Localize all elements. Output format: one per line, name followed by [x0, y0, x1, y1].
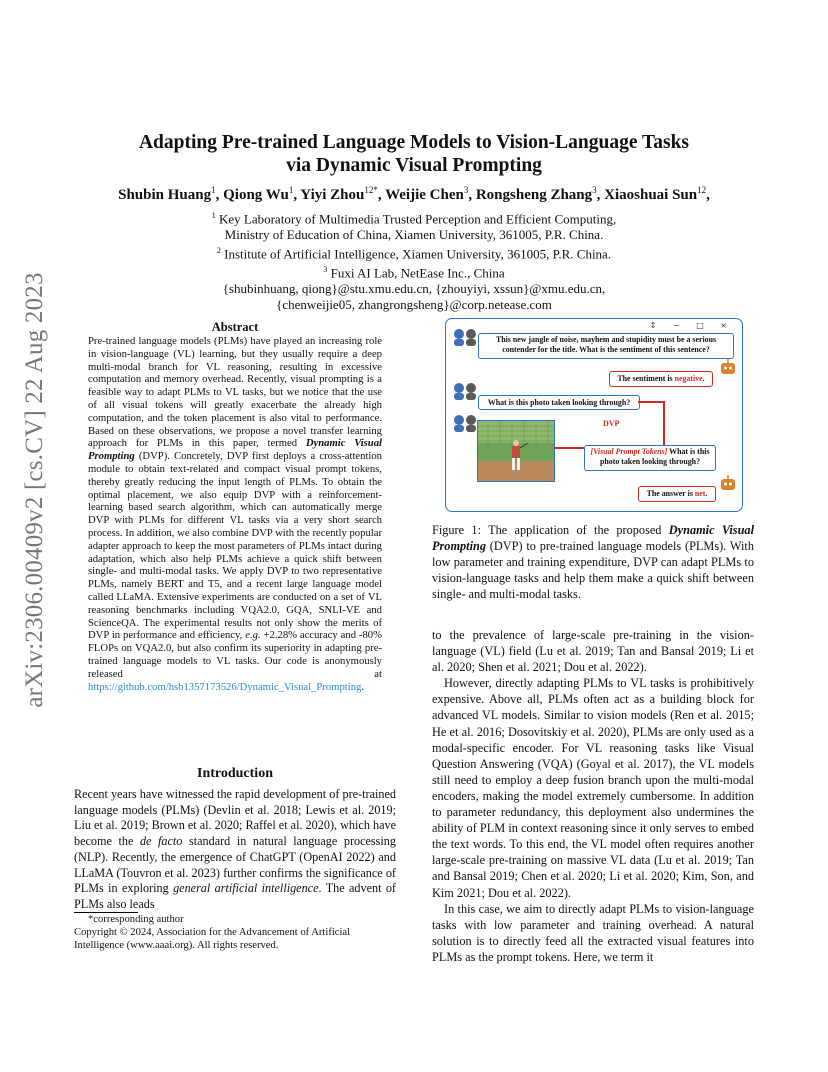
abstract-text: +2.28% accuracy and -80% FLOPs on VQA2.0, but also confirm its superiority in adapting pre-trained language models to VL tasks. Our code is anonymously released at — [88, 630, 382, 680]
emails-line-2: {chenweijie05, zhangrongsheng}@corp.netease.com — [276, 296, 552, 312]
arxiv-sidebar — [14, 272, 56, 708]
abstract-text: (DVP). Concretely, DVP first deploys a cross-attention module to obtain text-related and compact visual prompt tokens, thereby greatly reducing the input length of PLMs. To obtain the optimal placement, we also equip DVP with a reinforcement-learning based search algorithm, which can automatically merge DVP with PLMs for different VL tasks via a very short search process. In addition, we also combine DVP with the recently popular adapter approach to keep the most parameters of PLMs intact during adaptation, which also help PLMs achieve a quick shift between single- and multi-modal tasks. We apply DVP to two representative PLMs, namely BERT and T5, and a recent large language model called LLaMA. Extensive experiments are conducted on a set of VL reasoning benchmarks including VQA2.0, GQA, SNLI-VE and ScienceQA. The experimental results not only show the merits of DVP in performance and efficiency, — [88, 451, 382, 642]
figure-1 — [445, 318, 743, 512]
footnote — [74, 913, 396, 952]
author-name: Xiaoshuai Sun — [604, 187, 698, 203]
affiliation-1: Key Laboratory of Multimedia Trusted Perception and Efficient Computing, — [218, 211, 617, 227]
code-link[interactable]: https://github.com/hsb1357173526/Dynamic_Visual_Prompting — [88, 681, 362, 693]
author-affil-mark: 3 — [463, 185, 469, 195]
answer-bubble-net — [638, 486, 716, 502]
visual-prompt-tokens: [Visual Prompt Tokens] — [590, 447, 668, 456]
user-avatar-icon — [452, 327, 478, 347]
author-affil-mark: 1 — [288, 185, 294, 195]
intro-text: standard in natural language processing (NLP). Recently, the emergence of ChatGPT (OpenAI 2022) and LLaMA (Touvron et al. 2023) further confirms the significance of PLMs in exploring — [74, 834, 396, 896]
abstract-text: . — [361, 681, 365, 693]
prompt-bubble — [584, 445, 716, 471]
intro-body — [74, 787, 396, 913]
answer-bubble-sentiment — [609, 371, 713, 387]
caption-text: Figure 1: The application of the proposed — [432, 523, 669, 537]
intro-text: . The advent of PLMs also leads — [74, 881, 396, 911]
answer-text: The answer is — [646, 489, 695, 498]
answer-text: . — [705, 489, 708, 498]
abstract-heading: Abstract — [211, 320, 259, 334]
author-affil-mark: 12 — [697, 185, 707, 195]
author-affil-mark: 12* — [364, 185, 378, 195]
connector-line — [638, 401, 664, 403]
affil-mark: 2 — [216, 245, 221, 255]
window-controls: ⇕ − □ × — [649, 321, 734, 330]
emails-line-1: {shubinhuang, qiong}@stu.xmu.edu.cn, {zhouyiyi, xssun}@xmu.edu.cn, — [222, 281, 606, 297]
eg-text: e.g. — [245, 630, 261, 642]
paragraph: In this case, we aim to directly adapt PLMs to vision-language tasks with low parameter and training overhead. A natural solution is to directly feed all the extracted visual features into PLMs as the prompt tokens. Here, we term it — [432, 901, 754, 964]
paragraph: to the prevalence of large-scale pre-training in the vision-language (VL) field (Lu et al. 2019; Tan and Bansal 2019; Li et al. 2020; Shen et al. 2021; Dou et al. 2022). — [432, 628, 754, 675]
arxiv-identifier: arXiv:2306.00409v2 [cs.CV] 22 Aug 2023 — [21, 272, 48, 708]
affiliation-3: Fuxi AI Lab, NetEase Inc., China — [330, 265, 505, 281]
connector-line — [554, 447, 584, 449]
author-name: Qiong Wu — [223, 187, 289, 203]
affil-mark: 1 — [211, 211, 216, 220]
intro-italic: general artificial intelligence — [173, 881, 319, 896]
answer-value: negative — [674, 374, 703, 383]
intro-text: Recent years have witnessed the rapid development of pre-trained language models (PLMs) (Devlin et al. 2018; Lewis et al. 2019; Liu et al. 2019; Brown et al. 2020; Raffel et al. 2020), which have become the — [74, 787, 396, 849]
robot-icon — [719, 359, 737, 377]
robot-icon — [719, 475, 737, 493]
paper-title — [100, 131, 728, 177]
answer-value: net — [694, 489, 706, 498]
author-name: Shubin Huang — [118, 187, 212, 203]
author-name: Weijie Chen — [385, 187, 464, 203]
title-line-1: Adapting Pre-trained Language Models to Vision-Language Tasks — [138, 132, 690, 153]
question-bubble-photo: What is this photo taken looking through? — [478, 395, 640, 410]
prompt-question: What is this photo taken looking through? — [599, 447, 710, 466]
affil-mark: 3 — [323, 265, 328, 275]
dvp-label: DVP — [603, 419, 620, 428]
author-list: Shubin Huang$^1$, Qiong Wu$^1$, Yiyi Zhou$^{12*}$, Weijie Chen$^3$, Rongsheng Zhang$^3$, Xiaoshuai Sun$^{12}$, — [118, 185, 710, 203]
right-column-text — [432, 627, 754, 965]
answer-text: . — [702, 374, 705, 383]
caption-text: (DVP) to pre-trained language models (PLMs). With low parameter and training expenditure, DVP can adapt PLMs to vision-language tasks and help them make a quick shift between single- and multi-modal tasks. — [432, 539, 754, 601]
tennis-photo — [477, 420, 555, 482]
author-name: Rongsheng Zhang — [475, 187, 593, 203]
paragraph: However, directly adapting PLMs to VL tasks is prohibitively expensive. Above all, PLMs often act as a building block for advanced VL models. Similar to vision models (Ren et al. 2015; He et al. 2016; Dosovitskiy et al. 2020), PLMs are only used as a modal-specific encoder. For VL reasoning tasks like Visual Question Answering (VQA) (Goyal et al. 2017), the VL models still need to employ a deep fusion branch upon the multi-modal encoders, making the model extremely cumbersome. In addition to parameter redundancy, this deployment also undermines the ability of PLM in context reasoning since it only serves to embed the text words. To this end, the VL model often requires another large-scale pre-training on massive VL data (Lu et al. 2019; Tan and Bansal 2019; Chen et al. 2020; Li et al. 2020; Kim, Son, and Kim 2021; Dou et al. 2022). — [432, 676, 754, 900]
author-name: Yiyi Zhou — [300, 187, 365, 203]
abstract-text: Pre-trained language models (PLMs) have played an increasing role in vision-language (VL) learning, but they usually require a deep multi-modal branch for VL reasoning, resulting in excessive computation and memory overhead. Recently, visual prompting is a feasible way to adapt PLMs to VL tasks, but we notice that the use of all visual tokens will greatly exacerbate the already high computation, and the token placement is also vital to performance. Based on these observations, we propose a novel transfer learning approach for PLMs in this paper, termed — [88, 336, 382, 450]
affiliation-2: Institute of Artificial Intelligence, Xiamen University, 361005, P.R. China. — [224, 246, 612, 262]
author-affil-mark: 1 — [211, 185, 216, 195]
user-avatar-icon — [452, 413, 478, 433]
author-affil-mark: 3 — [592, 185, 597, 195]
method-name: Dynamic Visual Prompting — [88, 438, 382, 463]
figure-caption — [432, 522, 754, 602]
user-avatar-icon — [452, 381, 478, 401]
affiliation-1-cont: Ministry of Education of China, Xiamen University, 361005, P.R. China. — [224, 227, 604, 243]
question-bubble-text: This new jangle of noise, mayhem and stupidity must be a serious contender for the title. What is the sentiment of this sentence? — [478, 333, 734, 359]
abstract-body — [88, 336, 382, 694]
connector-line — [663, 401, 665, 447]
title-line-2: via Dynamic Visual Prompting — [286, 155, 542, 176]
caption-method-name: Dynamic Visual Prompting — [432, 523, 754, 553]
answer-text: The sentiment is — [617, 374, 675, 383]
intro-heading: Introduction — [197, 766, 273, 781]
copyright-note: Copyright © 2024, Association for the Advancement of Artificial Intelligence (www.aaai.org). All rights reserved. — [74, 927, 351, 951]
corresponding-note: *corresponding author — [88, 914, 184, 925]
affiliations — [100, 208, 728, 313]
intro-italic: de facto — [139, 834, 183, 849]
